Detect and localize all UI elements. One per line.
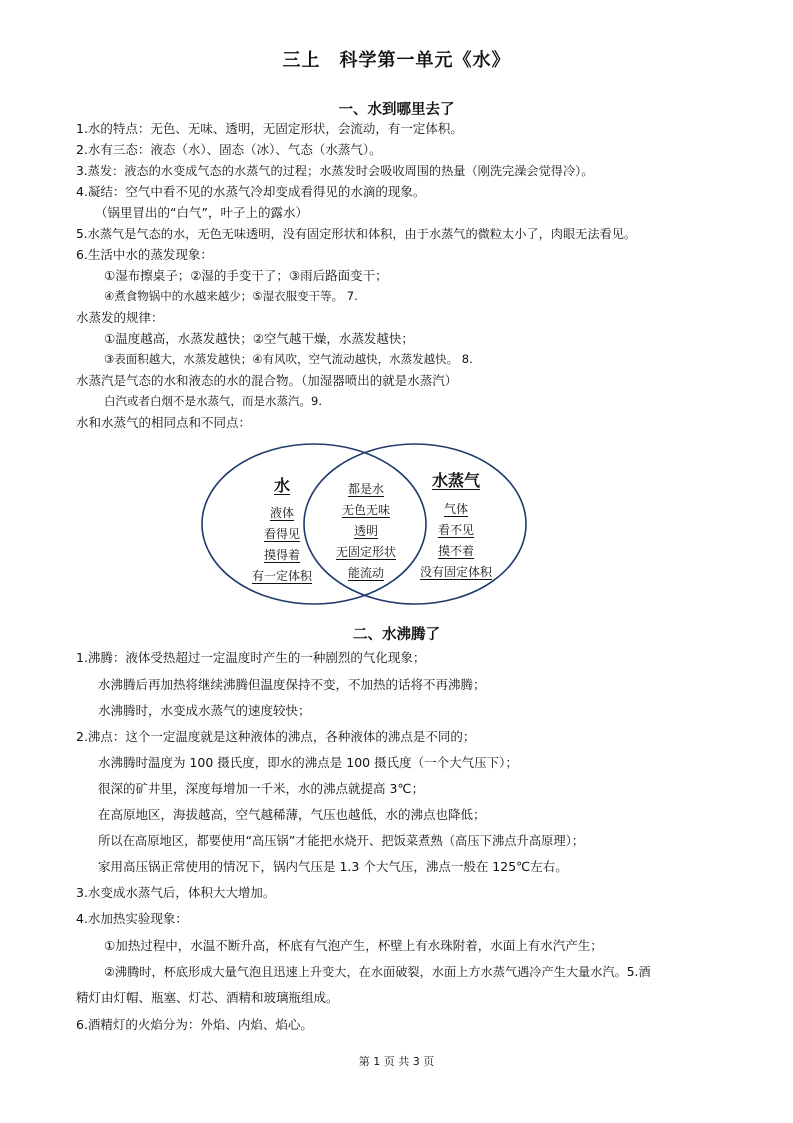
page-title: 三上 科学第一单元《水》 (282, 50, 511, 71)
page-footer: 第 1 页 共 3 页 (358, 1055, 435, 1068)
s1-line-2: 2.水有三态：液态（水）、固态（冰）、气态（水蒸气）。 (76, 142, 382, 157)
venn-right-item: 气体 (443, 502, 468, 516)
section2-heading: 二、水沸腾了 (353, 627, 440, 643)
venn-right-item: 摸不着 (437, 544, 474, 558)
s1-line-15: 水和水蒸气的相同点和不同点： (76, 415, 252, 430)
venn-left-title: 水 (273, 476, 290, 495)
venn-right-item: 没有固定体积 (419, 565, 492, 579)
s1-line-8: ①湿布擦桌子；②湿的手变干了；③雨后路面变干； (104, 268, 388, 283)
s2-line-1: 1.沸腾：液体受热超过一定温度时产生的一种剧烈的气化现象； (76, 650, 426, 665)
s1-line-12: ③表面积越大，水蒸发越快；④有风吹，空气流动越快，水蒸发越快。 8. (104, 352, 473, 366)
s1-line-6: 5.水蒸气是气态的水，无色无味透明，没有固定形状和体积，由于水蒸气的微粒太小了，肉眼无法看见。 (76, 227, 637, 241)
venn-left-item: 有一定体积 (251, 569, 312, 583)
s1-line-3: 3.蒸发：液态的水变成气态的水蒸气的过程；水蒸发时会吸收周围的热量（刚洗完澡会觉得冷）。 (76, 164, 594, 178)
s1-line-9: ④煮食物锅中的水越来越少；⑤湿衣服变干等。 7. (104, 289, 358, 303)
s2-line-8: 所以在高原地区，都要使用“高压锅”才能把水烧开、把饭菜煮熟（高压下沸点升高原理）； (98, 834, 585, 848)
s1-line-1: 1.水的特点：无色、无味、透明，无固定形状，会流动，有一定体积。 (76, 121, 463, 136)
s2-line-4: 2.沸点：这个一定温度就是这种液体的沸点，各种液体的沸点是不同的； (76, 729, 476, 744)
s2-line-2: 水沸腾后再加热将继续沸腾但温度保持不变，不加热的话将不再沸腾； (98, 677, 486, 692)
venn-middle-item: 无色无味 (341, 503, 390, 517)
s1-line-4: 4.凝结：空气中看不见的水蒸气冷却变成看得见的水滴的现象。 (76, 184, 426, 199)
venn-middle-item: 无固定形状 (335, 545, 396, 559)
s2-line-5: 水沸腾时温度为 100 摄氏度，即水的沸点是 100 摄氏度（一个大气压下）； (98, 755, 518, 770)
s2-line-12: ①加热过程中，水温不断升高，杯底有气泡产生，杯壁上有水珠附着，水面上有水汽产生； (104, 938, 603, 953)
venn-middle-item: 都是水 (347, 482, 384, 496)
venn-left-item: 液体 (269, 506, 294, 520)
s2-line-13: ②沸腾时，杯底形成大量气泡且迅速上升变大，在水面破裂，水面上方水蒸气遇冷产生大量水汽。5.酒 (104, 965, 651, 979)
s2-line-11: 4.水加热实验现象： (76, 911, 188, 926)
s1-line-13: 水蒸汽是气态的水和液态的水的混合物。（加湿器喷出的就是水蒸汽） (76, 373, 458, 388)
venn-left-item: 看得见 (263, 527, 300, 541)
s1-line-14: 白汽或者白烟不是水蒸气，而是水蒸汽。9. (104, 394, 322, 408)
s2-line-14: 精灯由灯帽、瓶塞、灯芯、酒精和玻璃瓶组成。 (76, 990, 339, 1005)
venn-middle-item: 能流动 (347, 566, 384, 580)
s2-line-7: 在高原地区，海拔越高，空气越稀薄，气压也越低，水的沸点也降低； (98, 807, 486, 822)
venn-right-item: 看不见 (437, 523, 474, 537)
venn-right-title: 水蒸气 (431, 471, 480, 490)
s1-line-5: （锅里冒出的“白气”，叶子上的露水） (95, 205, 308, 220)
s1-line-10: 水蒸发的规律： (76, 310, 164, 325)
s2-line-3: 水沸腾时，水变成水蒸气的速度较快； (98, 703, 311, 718)
venn-left-item: 摸得着 (263, 548, 300, 562)
s1-line-11: ①温度越高，水蒸发越快；②空气越干燥，水蒸发越快； (104, 331, 414, 346)
venn-middle-item: 透明 (353, 524, 378, 538)
section1-heading: 一、水到哪里去了 (338, 102, 455, 118)
s2-line-9: 家用高压锅正常使用的情况下，锅内气压是 1.3 个大气压，沸点一般在 125℃左右。 (98, 859, 568, 874)
s2-line-15: 6.酒精灯的火焰分为：外焰、内焰、焰心。 (76, 1017, 313, 1032)
s2-line-10: 3.水变成水蒸气后，体积大大增加。 (76, 885, 276, 900)
venn-diagram (0, 440, 793, 610)
s2-line-6: 很深的矿井里，深度每增加一千米，水的沸点就提高 3℃； (98, 781, 424, 796)
s1-line-7: 6.生活中水的蒸发现象： (76, 247, 213, 262)
